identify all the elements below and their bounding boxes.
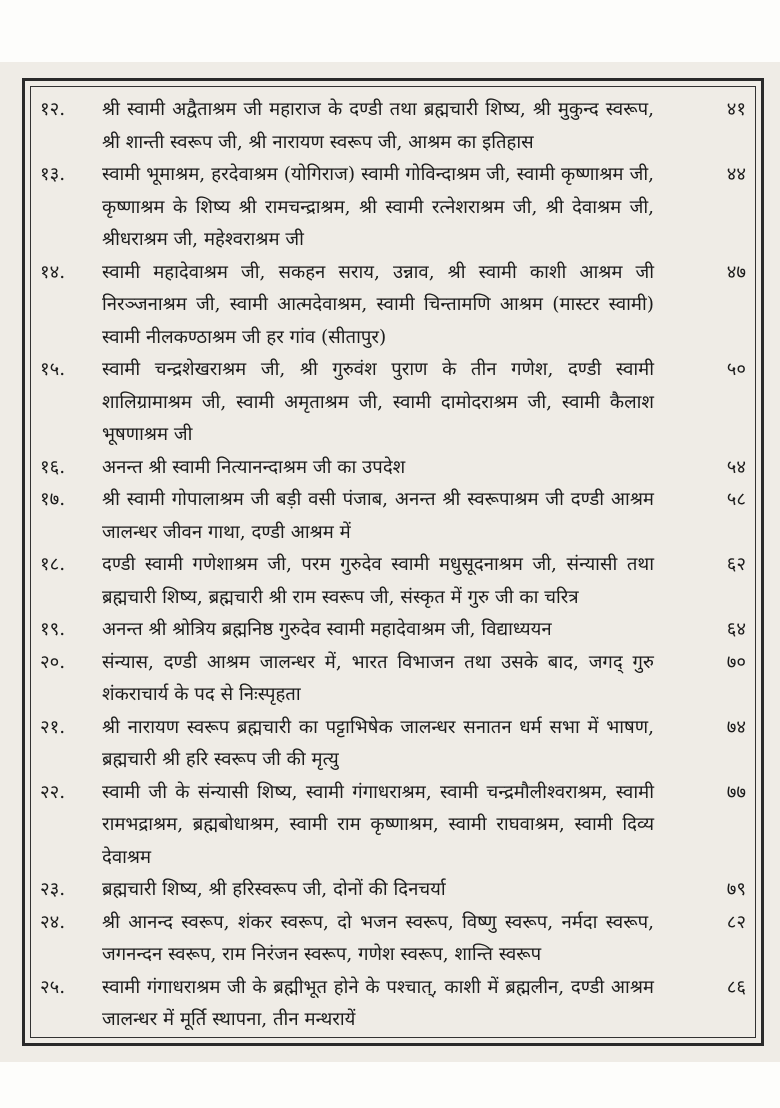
entry-page-number: ७० bbox=[726, 651, 746, 673]
entry-number: २२. bbox=[40, 781, 66, 803]
entry-title: स्वामी महादेवाश्रम जी, सकहन सराय, उन्नाव, श्री स्वामी काशी आश्रम जी निरञ्जनाश्रम जी, स्वामी आत्मदेवाश्रम, स्वामी चिन्तामणि आश्रम (मास्टर स्वामी) स्वामी नीलकण्ठाश्रम जी हर गांव (सीतापुर) bbox=[102, 261, 654, 348]
entry-title: श्री नारायण स्वरूप ब्रह्मचारी का पट्टाभिषेक जालन्धर सनातन धर्म सभा में भाषण, ब्रह्मचारी श्री हरि स्वरूप जी की मृत्यु bbox=[102, 716, 654, 770]
entry-title: संन्यास, दण्डी आश्रम जालन्धर में, भारत विभाजन तथा उसके बाद, जगद् गुरु शंकराचार्य के पद से निःस्पृहता bbox=[102, 651, 654, 705]
toc-entry bbox=[40, 712, 752, 777]
entry-number: १२. bbox=[40, 99, 66, 120]
entry-number: १६. bbox=[40, 456, 66, 478]
entry-title: अनन्त श्री श्रोत्रिय ब्रह्मनिष्ठ गुरुदेव स्वामी महादेवाश्रम जी, विद्याध्ययन bbox=[102, 619, 552, 640]
toc-entry bbox=[40, 159, 752, 257]
entry-page-number: ७९ bbox=[726, 879, 746, 900]
entry-title: श्री आनन्द स्वरूप, शंकर स्वरूप, दो भजन स्वरूप, विष्णु स्वरूप, नर्मदा स्वरूप, जगनन्दन स्वरूप, राम निरंजन स्वरूप, गणेश स्वरूप, शान्ति स्वरूप bbox=[102, 911, 654, 965]
entry-number: २१. bbox=[40, 716, 66, 738]
entry-title: स्वामी चन्द्रशेखराश्रम जी, श्री गुरुवंश पुराण के तीन गणेश, दण्डी स्वामी शालिग्रामाश्रम जी, स्वामी अमृताश्रम जी, स्वामी दामोदराश्रम जी, स्वामी कैलाश भूषणाश्रम जी bbox=[102, 359, 654, 445]
entry-title: स्वामी जी के संन्यासी शिष्य, स्वामी गंगाधराश्रम, स्वामी चन्द्रमौलीश्वराश्रम, स्वामी रामभद्राश्रम, ब्रह्मबोधाश्रम, स्वामी राम कृष्णाश्रम, स्वामी राघवाश्रम, स्वामी दिव्य देवाश्रम bbox=[102, 781, 654, 868]
entry-title: ब्रह्मचारी शिष्य, श्री हरिस्वरूप जी, दोनों की दिनचर्या bbox=[102, 879, 446, 900]
entry-page-number: ७७ bbox=[726, 781, 746, 803]
entry-number: १३. bbox=[40, 164, 66, 185]
entry-number: १७. bbox=[40, 489, 66, 510]
toc-entry bbox=[40, 94, 752, 159]
entry-title: स्वामी भूमाश्रम, हरदेवाश्रम (योगिराज) स्वामी गोविन्दाश्रम जी, स्वामी कृष्णाश्रम जी, कृष्णाश्रम के शिष्य श्री रामचन्द्राश्रम, श्री स्वामी रत्नेशराश्रम जी, श्री देवाश्रम जी, श्रीधराश्रम जी, महेश्वराश्रम जी bbox=[102, 164, 654, 250]
entry-number: १९. bbox=[40, 619, 66, 640]
entry-page-number: ४१ bbox=[726, 99, 746, 120]
entry-page-number: ७४ bbox=[726, 716, 746, 738]
toc-entry bbox=[40, 777, 752, 875]
toc-entry bbox=[40, 354, 752, 452]
entry-number: २०. bbox=[40, 651, 66, 673]
entry-number: २५. bbox=[40, 976, 66, 998]
table-of-contents bbox=[40, 94, 752, 1037]
entry-page-number: ६४ bbox=[726, 619, 746, 640]
entry-page-number: ६२ bbox=[726, 554, 746, 575]
entry-page-number: ४४ bbox=[726, 164, 746, 185]
toc-entry bbox=[40, 614, 752, 647]
entry-page-number: ५४ bbox=[726, 456, 746, 478]
toc-entry bbox=[40, 549, 752, 614]
entry-page-number: ८२ bbox=[726, 911, 746, 933]
entry-title: अनन्त श्री स्वामी नित्यानन्दाश्रम जी का उपदेश bbox=[102, 456, 406, 478]
entry-title: दण्डी स्वामी गणेशाश्रम जी, परम गुरुदेव स्वामी मधुसूदनाश्रम जी, संन्यासी तथा ब्रह्मचारी शिष्य, ब्रह्मचारी श्री राम स्वरूप जी, संस्कृत में गुरु जी का चरित्र bbox=[102, 554, 654, 608]
entry-page-number: ५० bbox=[726, 359, 746, 380]
entry-number: १४. bbox=[40, 261, 66, 283]
entry-title: श्री स्वामी गोपालाश्रम जी बड़ी वसी पंजाब, अनन्त श्री स्वरूपाश्रम जी दण्डी आश्रम जालन्धर जीवन गाथा, दण्डी आश्रम में bbox=[102, 489, 654, 543]
entry-number: २३. bbox=[40, 879, 66, 900]
entry-page-number: ५८ bbox=[726, 489, 746, 510]
toc-entry bbox=[40, 257, 752, 355]
entry-number: १८. bbox=[40, 554, 66, 575]
toc-entry bbox=[40, 972, 752, 1037]
toc-entry bbox=[40, 647, 752, 712]
entry-number: १५. bbox=[40, 359, 66, 380]
entry-title: श्री स्वामी अद्वैताश्रम जी महाराज के दण्डी तथा ब्रह्मचारी शिष्य, श्री मुकुन्द स्वरूप, श्री शान्ती स्वरूप जी, श्री नारायण स्वरूप जी, आश्रम का इतिहास bbox=[102, 99, 654, 153]
toc-entry bbox=[40, 484, 752, 549]
entry-title: स्वामी गंगाधराश्रम जी के ब्रह्मीभूत होने के पश्चात्, काशी में ब्रह्मलीन, दण्डी आश्रम जालन्धर में मूर्ति स्थापना, तीन मन्थरायें bbox=[102, 976, 654, 1030]
entry-number: २४. bbox=[40, 911, 66, 933]
toc-entry bbox=[40, 874, 752, 907]
toc-entry bbox=[40, 452, 752, 485]
entry-page-number: ८६ bbox=[726, 976, 746, 998]
entry-page-number: ४७ bbox=[726, 261, 746, 283]
toc-entry bbox=[40, 907, 752, 972]
